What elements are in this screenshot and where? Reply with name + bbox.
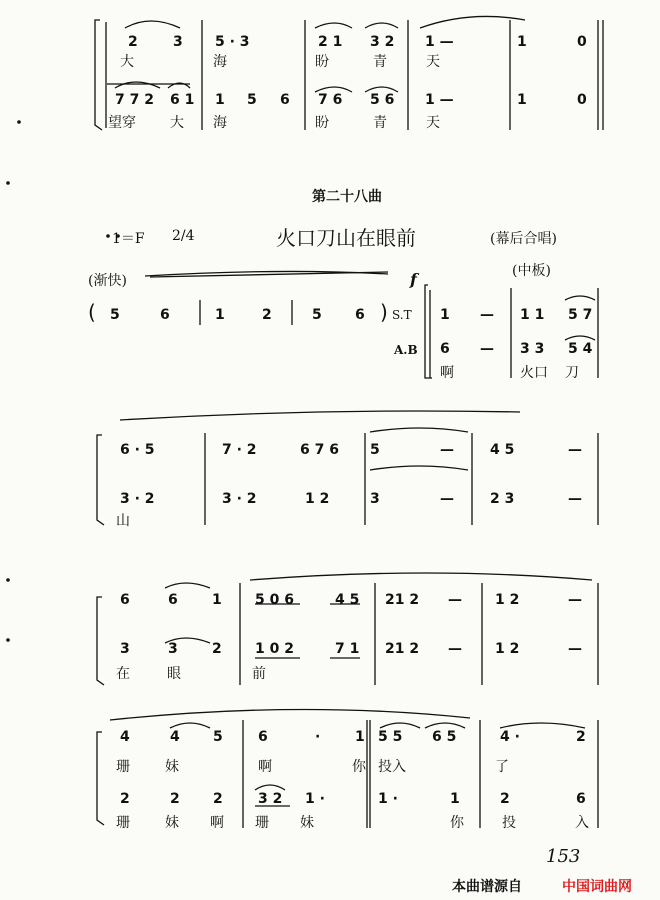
footer-source-label: 本曲谱源自: [452, 879, 522, 895]
note: 1: [440, 307, 450, 323]
dynamic-mark: f: [410, 270, 417, 289]
lyric: 投入: [378, 759, 406, 775]
note: 1 ·: [305, 791, 325, 807]
note: 6 5: [432, 729, 457, 745]
voice-label-upper: S.T: [392, 308, 412, 322]
note: —: [448, 641, 462, 657]
note: 3: [120, 641, 130, 657]
lyric: 你: [352, 759, 366, 775]
note: —: [448, 592, 462, 608]
time-signature: 2/4: [172, 228, 195, 244]
note: 21 2: [385, 592, 420, 608]
note: 2: [500, 791, 510, 807]
note: 2 1: [318, 34, 343, 50]
note: 6: [120, 592, 130, 608]
tempo-marking: (中板): [512, 263, 551, 279]
lyric: 刀: [565, 365, 579, 381]
lyric: 青: [373, 115, 387, 131]
note: 6: [160, 307, 170, 323]
lyric: 盼: [315, 54, 329, 70]
note: 4: [170, 729, 180, 745]
lyric: 天: [426, 115, 440, 131]
lyric: 珊: [255, 815, 269, 831]
note: 6: [440, 341, 450, 357]
lyric: 妹: [165, 815, 179, 831]
voice-label-lower: A.B: [394, 343, 418, 357]
note: 3 3: [520, 341, 545, 357]
note: 5: [312, 307, 322, 323]
note: 1: [215, 92, 225, 108]
note: 1: [355, 729, 365, 745]
note: 3 · 2: [120, 491, 155, 507]
lyric: 投: [502, 815, 516, 831]
note: 1: [212, 592, 222, 608]
note: —: [568, 491, 582, 507]
lyric: 入: [575, 815, 589, 831]
performance-note: (幕后合唱): [490, 231, 557, 247]
lyric: 盼: [315, 115, 329, 131]
lyric: 啊: [210, 815, 224, 831]
note: 5 6: [370, 92, 395, 108]
note: 5 4: [568, 341, 593, 357]
note: 4: [120, 729, 130, 745]
note: —: [440, 491, 454, 507]
note: 2: [128, 34, 138, 50]
lyric: 海: [213, 115, 227, 131]
section-title: 第二十八曲: [312, 189, 382, 205]
note: 1 ·: [378, 791, 398, 807]
note: 1: [517, 92, 527, 108]
song-title: 火口刀山在眼前: [276, 226, 416, 250]
note: 1 —: [425, 34, 454, 50]
note: 7 7 2: [115, 92, 154, 108]
note: —: [568, 592, 582, 608]
key-signature: 1＝F: [112, 231, 145, 247]
lyric: 眼: [167, 666, 181, 682]
note: 7 1: [335, 641, 360, 657]
note: 3 2: [370, 34, 395, 50]
lyric: 珊: [116, 815, 130, 831]
note: 2: [212, 641, 222, 657]
note: 1: [450, 791, 460, 807]
note: 3 · 2: [222, 491, 257, 507]
note: 2: [213, 791, 223, 807]
lyric: 了: [495, 759, 509, 775]
lyric: 望穿: [108, 115, 136, 131]
lyric: 妹: [165, 759, 179, 775]
page-number: 153: [546, 846, 581, 867]
note: 7 · 2: [222, 442, 257, 458]
note: 1 2: [495, 641, 520, 657]
note: 4 5: [335, 592, 360, 608]
lyric: 前: [252, 666, 266, 682]
note: 6: [258, 729, 268, 745]
note: 6 · 5: [120, 442, 155, 458]
note: 5 5: [378, 729, 403, 745]
lyric: 啊: [440, 365, 454, 381]
lyric: 海: [213, 54, 227, 70]
lyric: 大: [170, 115, 184, 131]
note: 6 7 6: [300, 442, 339, 458]
note: —: [480, 341, 494, 357]
note: 3: [370, 491, 380, 507]
note: 4 5: [490, 442, 515, 458]
note: 6 1: [170, 92, 195, 108]
note: 0: [577, 92, 587, 108]
lyric: 妹: [300, 815, 314, 831]
lyric: 山: [116, 513, 130, 529]
lyric: 啊: [258, 759, 272, 775]
note: 2: [120, 791, 130, 807]
lyric: 你: [450, 815, 464, 831]
note: 5: [110, 307, 120, 323]
note: 3: [168, 641, 178, 657]
lyric: 天: [426, 54, 440, 70]
note: 1 2: [305, 491, 330, 507]
note: 2: [262, 307, 272, 323]
note: 3: [173, 34, 183, 50]
note: —: [568, 442, 582, 458]
note: 2: [170, 791, 180, 807]
note: 5: [370, 442, 380, 458]
note: 5 7: [568, 307, 593, 323]
note: 6: [280, 92, 290, 108]
note: —: [568, 641, 582, 657]
lyric: 火口: [520, 365, 548, 381]
note: 4 ·: [500, 729, 520, 745]
footer-site-link[interactable]: 中国词曲网: [562, 879, 632, 895]
note: 1 1: [520, 307, 545, 323]
note: 5 0 6: [255, 592, 294, 608]
note: —: [440, 442, 454, 458]
lyric: 大: [120, 54, 134, 70]
lyric: 珊: [116, 759, 130, 775]
note: 0: [577, 34, 587, 50]
note: 1 2: [495, 592, 520, 608]
note: 3 2: [258, 791, 283, 807]
lyric: 青: [373, 54, 387, 70]
note: 7 6: [318, 92, 343, 108]
note: 6: [576, 791, 586, 807]
note: ·: [315, 729, 321, 745]
note: 6: [168, 592, 178, 608]
lyric: 在: [116, 666, 130, 682]
note: 5: [247, 92, 257, 108]
note: 1 0 2: [255, 641, 294, 657]
note: 2 3: [490, 491, 515, 507]
note: 21 2: [385, 641, 420, 657]
note: 5 · 3: [215, 34, 250, 50]
note: 5: [213, 729, 223, 745]
note: 6: [355, 307, 365, 323]
note: 1: [215, 307, 225, 323]
note: —: [480, 307, 494, 323]
gradual-tempo: (渐快): [88, 273, 127, 289]
note: 1: [517, 34, 527, 50]
note: 2: [576, 729, 586, 745]
note: 1 —: [425, 92, 454, 108]
